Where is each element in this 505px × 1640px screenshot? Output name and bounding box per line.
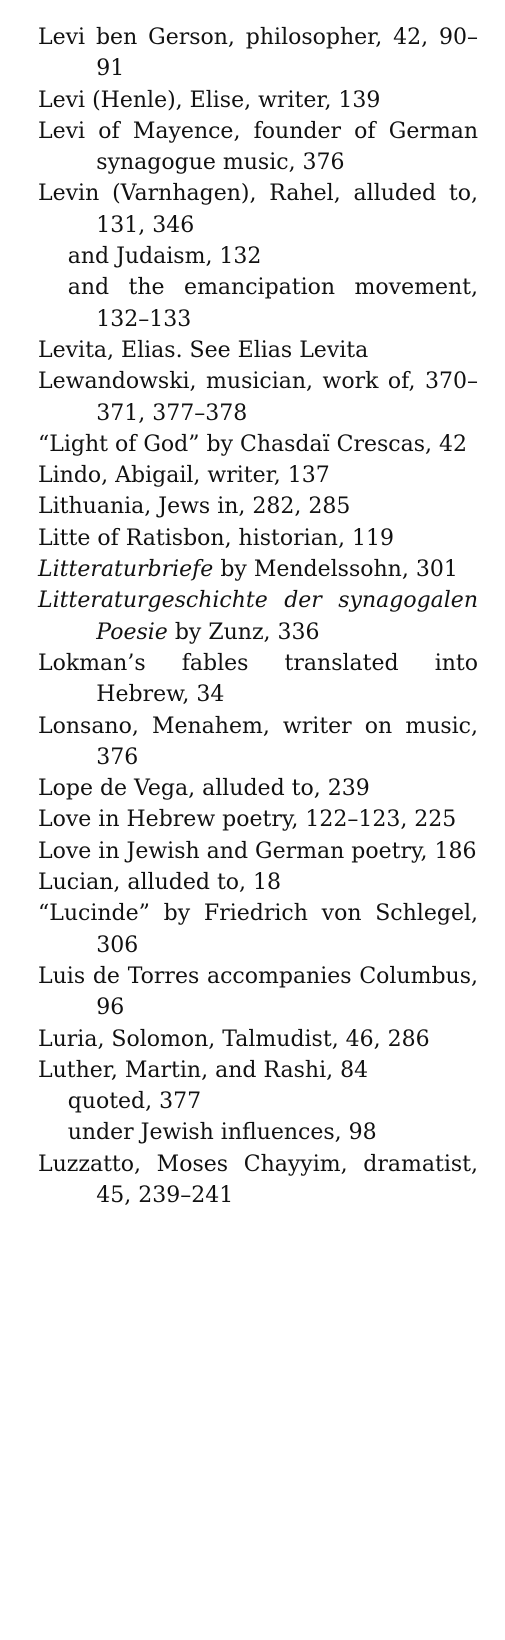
entry-text: Lithuania, Jews in, 282, 285: [38, 494, 351, 520]
entry-text: Lewandowski, musician, work of, 370–371, 377–378: [38, 369, 478, 426]
index-subentry: [38, 1117, 478, 1148]
entry-text: Lindo, Abigail, writer, 137: [38, 463, 330, 489]
entry-text: by Zunz, 336: [167, 619, 320, 645]
entry-text: “Lucinde” by Friedrich von Schlegel, 306: [38, 901, 478, 958]
entry-text: Levi of Mayence, founder of German synagogue music, 376: [38, 118, 478, 176]
entry-text: Luther, Martin, and Rashi, 84: [38, 1057, 369, 1083]
index-entry: [38, 335, 478, 366]
entry-text: Litte of Ratisbon, historian, 119: [38, 525, 394, 551]
entry-text: Levita, Elias. See Elias Levita: [38, 337, 369, 363]
index-subentry: [38, 272, 478, 335]
index-entry: [38, 116, 478, 179]
index-entry: [38, 491, 478, 522]
entry-text: Lope de Vega, alluded to, 239: [38, 776, 370, 802]
entry-text: Lokman’s fables translated into Hebrew, 34: [38, 650, 478, 708]
index-entry: [38, 1055, 478, 1086]
index-entry: [38, 836, 478, 867]
index-page: [38, 22, 478, 1211]
index-entry: [38, 523, 478, 554]
index-subentry: [38, 241, 478, 272]
index-entry: [38, 460, 478, 491]
entry-text: and the emancipation movement, 132–133: [67, 275, 478, 332]
entry-text: Love in Hebrew poetry, 122–123, 225: [38, 807, 457, 833]
entry-text: and Judaism, 132: [67, 244, 262, 270]
entry-text: “Light of God” by Chasdaï Crescas, 42: [38, 431, 468, 457]
index-list: [38, 22, 478, 1211]
entry-text: by Mendelssohn, 301: [213, 557, 458, 583]
index-entry: [38, 898, 478, 961]
index-entry: [38, 585, 478, 648]
index-entry: [38, 711, 478, 774]
entry-text: Love in Jewish and German poetry, 186: [38, 838, 477, 864]
index-entry: [38, 773, 478, 804]
entry-text: Levin (Varnhagen), Rahel, alluded to, 131, 346: [38, 181, 478, 238]
index-entry: [38, 867, 478, 898]
entry-text: under Jewish influences, 98: [67, 1120, 377, 1146]
index-entry: [38, 22, 478, 85]
index-entry: [38, 1149, 478, 1212]
index-entry: [38, 554, 478, 585]
index-entry: [38, 429, 478, 460]
index-entry: [38, 961, 478, 1024]
index-entry: [38, 648, 478, 711]
entry-text: Levi (Henle), Elise, writer, 139: [38, 87, 381, 113]
entry-text: Luzzatto, Moses Chayyim, dramatist, 45, 239–241: [38, 1151, 478, 1208]
index-entry: [38, 1024, 478, 1055]
index-entry: [38, 178, 478, 241]
index-entry: [38, 85, 478, 116]
entry-title-italic: Litteraturgeschichte der synagogalen Poesie: [38, 588, 478, 645]
entry-title-italic: Litteraturbriefe: [38, 557, 214, 583]
entry-text: Lucian, alluded to, 18: [38, 870, 282, 896]
entry-text: Levi ben Gerson, philosopher, 42, 90–91: [38, 25, 478, 82]
entry-text: Luria, Solomon, Talmudist, 46, 286: [38, 1026, 430, 1052]
entry-text: quoted, 377: [67, 1089, 202, 1115]
entry-text: Lonsano, Menahem, writer on music, 376: [38, 713, 478, 770]
index-subentry: [38, 1086, 478, 1117]
index-entry: [38, 366, 478, 429]
entry-text: Luis de Torres accompanies Columbus, 96: [38, 963, 478, 1021]
index-entry: [38, 804, 478, 835]
